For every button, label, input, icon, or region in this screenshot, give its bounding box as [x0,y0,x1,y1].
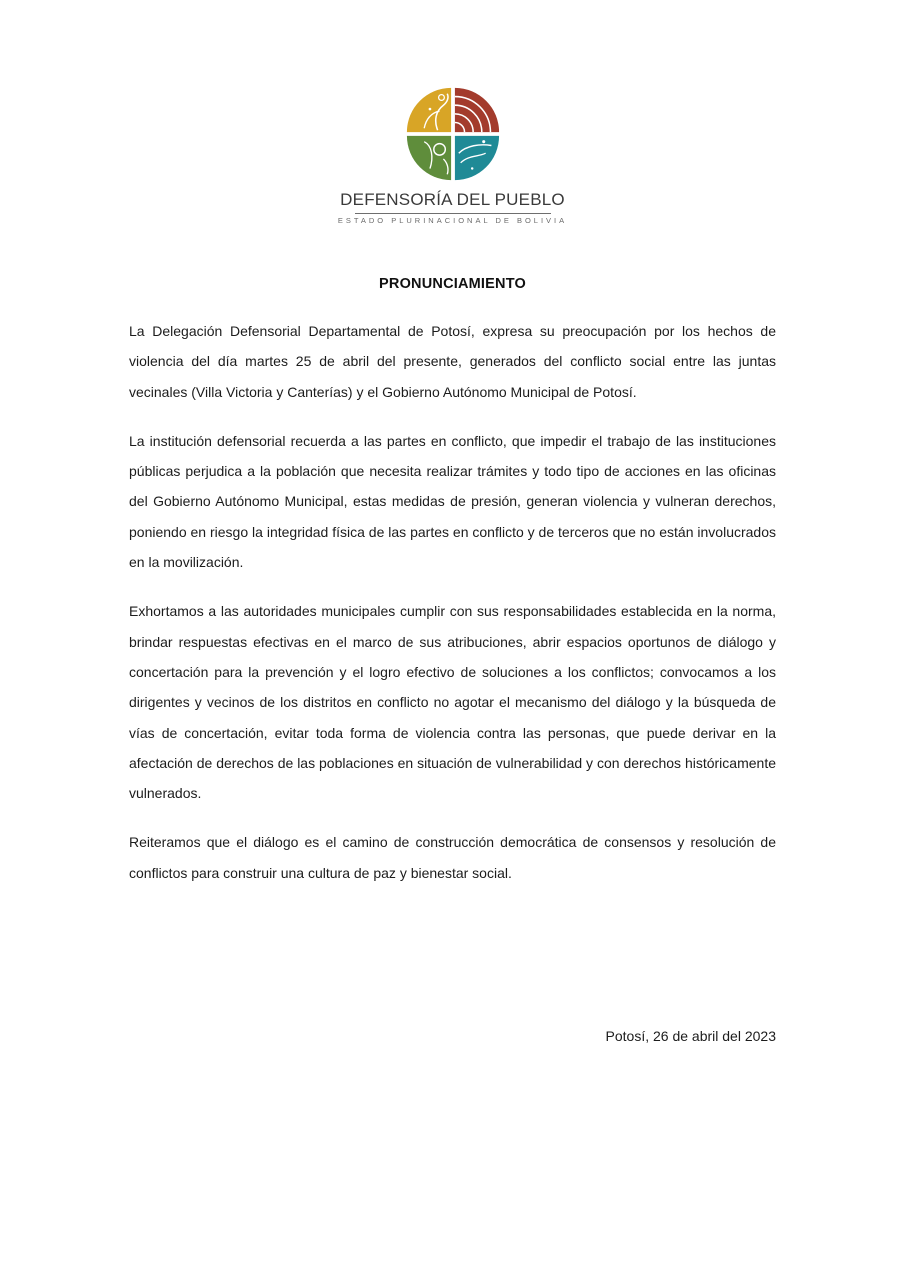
org-subtitle: ESTADO PLURINACIONAL DE BOLIVIA [337,216,568,225]
place-and-date: Potosí, 26 de abril del 2023 [605,1028,776,1044]
letterhead [0,86,905,225]
org-name: DEFENSORÍA DEL PUEBLO [340,190,565,209]
paragraph-4: Reiteramos que el diálogo es el camino de construcción democrática de consensos y resolución de conflictos para construir una cultura de paz y bienestar social. [129,834,776,881]
paragraph-3: Exhortamos a las autoridades municipales cumplir con sus responsabilidades establecida en la norma, brindar respuestas efectivas en el marco de sus atribuciones, abrir espacios oportunos de diálogo y concertación para la prevención y el logro efectivo de soluciones a los conflictos; convocamos a los dirigentes y vecinos de los distritos en conflicto no agotar el mecanismo del diálogo y la búsqueda de vías de concertación, evitar toda forma de violencia contra las personas, que puede derivar en la afectación de derechos de las poblaciones en situación de vulnerabilidad y con derechos históricamente vulnerados. [129,603,776,802]
paragraph-2: La institución defensorial recuerda a las partes en conflicto, que impedir el trabajo de las instituciones públicas perjudica a la población que necesita realizar trámites y todo tipo de acciones en las oficinas del Gobierno Autónomo Municipal, estas medidas de presión, generan violencia y vulneran derechos, poniendo en riesgo la integridad física de las partes en conflicto y de terceros que no están involucrados en la movilización. [129,432,776,571]
defensoria-logo-icon [405,86,501,182]
letterhead-divider [355,213,551,214]
document-title: PRONUNCIAMIENTO [379,276,526,292]
paragraph-1: La Delegación Defensorial Departamental de Potosí, expresa su preocupación por los hechos de violencia del día martes 25 de abril del presente, generados del conflicto social entre las juntas vecinales (Villa Victoria y Canterías) y el Gobierno Autónomo Municipal de Potosí. [129,323,776,400]
document-body [129,316,776,907]
